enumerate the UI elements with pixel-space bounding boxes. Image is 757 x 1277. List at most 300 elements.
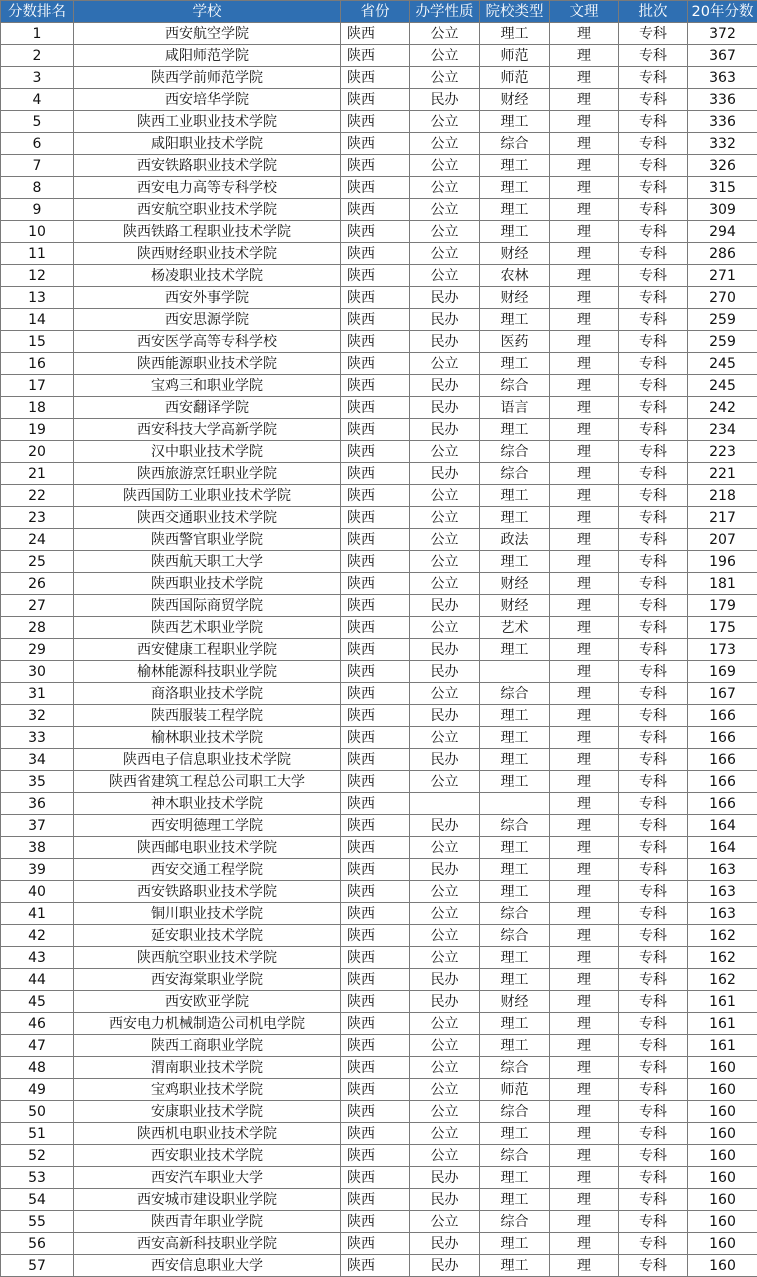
track-cell: 理 bbox=[550, 969, 619, 991]
table-row bbox=[1, 221, 757, 243]
rank-cell: 36 bbox=[1, 793, 74, 815]
ownership-cell: 民办 bbox=[410, 991, 480, 1013]
header-province: 省份 bbox=[341, 1, 410, 23]
batch-cell: 专科 bbox=[619, 903, 688, 925]
school-cell: 渭南职业技术学院 bbox=[74, 1057, 341, 1079]
table-row bbox=[1, 639, 757, 661]
track-cell: 理 bbox=[550, 309, 619, 331]
table-row bbox=[1, 1079, 757, 1101]
school-cell: 陕西省建筑工程总公司职工大学 bbox=[74, 771, 341, 793]
batch-cell: 专科 bbox=[619, 221, 688, 243]
track-cell: 理 bbox=[550, 1079, 619, 1101]
batch-cell: 专科 bbox=[619, 1211, 688, 1233]
type-cell: 理工 bbox=[480, 771, 550, 793]
province-cell: 陕西 bbox=[341, 133, 410, 155]
rank-cell: 20 bbox=[1, 441, 74, 463]
score-cell: 160 bbox=[688, 1211, 757, 1233]
batch-cell: 专科 bbox=[619, 133, 688, 155]
track-cell: 理 bbox=[550, 529, 619, 551]
type-cell: 理工 bbox=[480, 23, 550, 45]
batch-cell: 专科 bbox=[619, 617, 688, 639]
rank-cell: 24 bbox=[1, 529, 74, 551]
table-row bbox=[1, 309, 757, 331]
ownership-cell: 民办 bbox=[410, 661, 480, 683]
ownership-cell: 公立 bbox=[410, 1145, 480, 1167]
score-cell: 160 bbox=[688, 1167, 757, 1189]
school-cell: 西安明德理工学院 bbox=[74, 815, 341, 837]
track-cell: 理 bbox=[550, 837, 619, 859]
school-cell: 西安健康工程职业学院 bbox=[74, 639, 341, 661]
rank-cell: 55 bbox=[1, 1211, 74, 1233]
school-cell: 西安高新科技职业学院 bbox=[74, 1233, 341, 1255]
province-cell: 陕西 bbox=[341, 287, 410, 309]
rank-cell: 14 bbox=[1, 309, 74, 331]
score-cell: 164 bbox=[688, 837, 757, 859]
school-cell: 西安汽车职业大学 bbox=[74, 1167, 341, 1189]
score-cell: 336 bbox=[688, 111, 757, 133]
rank-cell: 29 bbox=[1, 639, 74, 661]
rank-cell: 39 bbox=[1, 859, 74, 881]
table-row bbox=[1, 947, 757, 969]
school-cell: 宝鸡职业技术学院 bbox=[74, 1079, 341, 1101]
type-cell bbox=[480, 661, 550, 683]
batch-cell: 专科 bbox=[619, 375, 688, 397]
type-cell: 理工 bbox=[480, 1035, 550, 1057]
score-cell: 286 bbox=[688, 243, 757, 265]
track-cell: 理 bbox=[550, 507, 619, 529]
ownership-cell: 公立 bbox=[410, 177, 480, 199]
ownership-cell: 公立 bbox=[410, 617, 480, 639]
type-cell: 综合 bbox=[480, 1211, 550, 1233]
table-row bbox=[1, 67, 757, 89]
ownership-cell: 民办 bbox=[410, 969, 480, 991]
track-cell: 理 bbox=[550, 1035, 619, 1057]
province-cell: 陕西 bbox=[341, 595, 410, 617]
rank-cell: 44 bbox=[1, 969, 74, 991]
rank-cell: 1 bbox=[1, 23, 74, 45]
batch-cell: 专科 bbox=[619, 1145, 688, 1167]
rank-cell: 22 bbox=[1, 485, 74, 507]
ownership-cell: 民办 bbox=[410, 463, 480, 485]
type-cell: 理工 bbox=[480, 199, 550, 221]
ownership-cell bbox=[410, 793, 480, 815]
school-cell: 陕西工商职业学院 bbox=[74, 1035, 341, 1057]
score-cell: 270 bbox=[688, 287, 757, 309]
rank-cell: 57 bbox=[1, 1255, 74, 1277]
ownership-cell: 公立 bbox=[410, 903, 480, 925]
ownership-cell: 公立 bbox=[410, 881, 480, 903]
ownership-cell: 民办 bbox=[410, 639, 480, 661]
batch-cell: 专科 bbox=[619, 639, 688, 661]
type-cell: 财经 bbox=[480, 991, 550, 1013]
rank-cell: 31 bbox=[1, 683, 74, 705]
score-cell: 326 bbox=[688, 155, 757, 177]
batch-cell: 专科 bbox=[619, 661, 688, 683]
ownership-cell: 公立 bbox=[410, 199, 480, 221]
track-cell: 理 bbox=[550, 485, 619, 507]
track-cell: 理 bbox=[550, 45, 619, 67]
province-cell: 陕西 bbox=[341, 45, 410, 67]
type-cell: 理工 bbox=[480, 969, 550, 991]
score-cell: 218 bbox=[688, 485, 757, 507]
rank-cell: 56 bbox=[1, 1233, 74, 1255]
ownership-cell: 公立 bbox=[410, 683, 480, 705]
province-cell: 陕西 bbox=[341, 1013, 410, 1035]
rank-cell: 43 bbox=[1, 947, 74, 969]
ownership-cell: 民办 bbox=[410, 419, 480, 441]
track-cell: 理 bbox=[550, 573, 619, 595]
track-cell: 理 bbox=[550, 243, 619, 265]
province-cell: 陕西 bbox=[341, 155, 410, 177]
rank-cell: 38 bbox=[1, 837, 74, 859]
table-row bbox=[1, 177, 757, 199]
track-cell: 理 bbox=[550, 925, 619, 947]
ownership-cell: 公立 bbox=[410, 771, 480, 793]
table-row bbox=[1, 749, 757, 771]
school-cell: 咸阳师范学院 bbox=[74, 45, 341, 67]
score-cell: 196 bbox=[688, 551, 757, 573]
track-cell: 理 bbox=[550, 441, 619, 463]
score-cell: 271 bbox=[688, 265, 757, 287]
type-cell: 理工 bbox=[480, 1167, 550, 1189]
table-row bbox=[1, 1035, 757, 1057]
table-row bbox=[1, 89, 757, 111]
type-cell: 综合 bbox=[480, 441, 550, 463]
score-cell: 161 bbox=[688, 1013, 757, 1035]
type-cell: 理工 bbox=[480, 177, 550, 199]
track-cell: 理 bbox=[550, 551, 619, 573]
batch-cell: 专科 bbox=[619, 771, 688, 793]
type-cell: 理工 bbox=[480, 309, 550, 331]
school-cell: 陕西艺术职业学院 bbox=[74, 617, 341, 639]
province-cell: 陕西 bbox=[341, 1079, 410, 1101]
track-cell: 理 bbox=[550, 727, 619, 749]
ownership-cell: 公立 bbox=[410, 111, 480, 133]
province-cell: 陕西 bbox=[341, 397, 410, 419]
score-cell: 315 bbox=[688, 177, 757, 199]
school-cell: 安康职业技术学院 bbox=[74, 1101, 341, 1123]
table-row bbox=[1, 397, 757, 419]
table-row bbox=[1, 133, 757, 155]
header-row bbox=[1, 1, 757, 23]
track-cell: 理 bbox=[550, 1057, 619, 1079]
batch-cell: 专科 bbox=[619, 243, 688, 265]
rank-cell: 37 bbox=[1, 815, 74, 837]
province-cell: 陕西 bbox=[341, 265, 410, 287]
score-cell: 164 bbox=[688, 815, 757, 837]
track-cell: 理 bbox=[550, 1101, 619, 1123]
table-row bbox=[1, 1013, 757, 1035]
school-cell: 陕西国际商贸学院 bbox=[74, 595, 341, 617]
school-cell: 陕西工业职业技术学院 bbox=[74, 111, 341, 133]
ownership-cell: 公立 bbox=[410, 727, 480, 749]
rank-cell: 45 bbox=[1, 991, 74, 1013]
table-row bbox=[1, 1211, 757, 1233]
table-row bbox=[1, 375, 757, 397]
province-cell: 陕西 bbox=[341, 727, 410, 749]
score-cell: 367 bbox=[688, 45, 757, 67]
school-cell: 西安航空学院 bbox=[74, 23, 341, 45]
ownership-cell: 民办 bbox=[410, 595, 480, 617]
batch-cell: 专科 bbox=[619, 815, 688, 837]
type-cell: 财经 bbox=[480, 595, 550, 617]
track-cell: 理 bbox=[550, 595, 619, 617]
type-cell: 理工 bbox=[480, 705, 550, 727]
type-cell: 综合 bbox=[480, 815, 550, 837]
province-cell: 陕西 bbox=[341, 1255, 410, 1277]
type-cell: 政法 bbox=[480, 529, 550, 551]
score-cell: 162 bbox=[688, 969, 757, 991]
table-row bbox=[1, 573, 757, 595]
ownership-cell: 公立 bbox=[410, 441, 480, 463]
rank-cell: 46 bbox=[1, 1013, 74, 1035]
table-row bbox=[1, 23, 757, 45]
rank-cell: 49 bbox=[1, 1079, 74, 1101]
batch-cell: 专科 bbox=[619, 1101, 688, 1123]
score-cell: 179 bbox=[688, 595, 757, 617]
school-cell: 西安航空职业技术学院 bbox=[74, 199, 341, 221]
type-cell: 综合 bbox=[480, 683, 550, 705]
batch-cell: 专科 bbox=[619, 89, 688, 111]
type-cell: 综合 bbox=[480, 1145, 550, 1167]
table-row bbox=[1, 859, 757, 881]
type-cell: 理工 bbox=[480, 749, 550, 771]
ownership-cell: 公立 bbox=[410, 485, 480, 507]
school-cell: 西安医学高等专科学校 bbox=[74, 331, 341, 353]
type-cell: 理工 bbox=[480, 419, 550, 441]
table-body bbox=[1, 23, 757, 1277]
province-cell: 陕西 bbox=[341, 749, 410, 771]
school-cell: 陕西职业技术学院 bbox=[74, 573, 341, 595]
ownership-cell: 公立 bbox=[410, 265, 480, 287]
province-cell: 陕西 bbox=[341, 1189, 410, 1211]
ownership-cell: 公立 bbox=[410, 353, 480, 375]
score-cell: 259 bbox=[688, 331, 757, 353]
header-batch: 批次 bbox=[619, 1, 688, 23]
rank-cell: 51 bbox=[1, 1123, 74, 1145]
table-row bbox=[1, 661, 757, 683]
rank-cell: 21 bbox=[1, 463, 74, 485]
track-cell: 理 bbox=[550, 1145, 619, 1167]
province-cell: 陕西 bbox=[341, 815, 410, 837]
type-cell: 理工 bbox=[480, 947, 550, 969]
rank-cell: 40 bbox=[1, 881, 74, 903]
type-cell: 财经 bbox=[480, 243, 550, 265]
school-cell: 商洛职业技术学院 bbox=[74, 683, 341, 705]
school-cell: 西安电力高等专科学校 bbox=[74, 177, 341, 199]
school-cell: 宝鸡三和职业学院 bbox=[74, 375, 341, 397]
type-cell: 财经 bbox=[480, 287, 550, 309]
type-cell: 理工 bbox=[480, 639, 550, 661]
table-row bbox=[1, 551, 757, 573]
table-row bbox=[1, 1057, 757, 1079]
table-row bbox=[1, 705, 757, 727]
track-cell: 理 bbox=[550, 705, 619, 727]
score-cell: 160 bbox=[688, 1101, 757, 1123]
province-cell: 陕西 bbox=[341, 441, 410, 463]
batch-cell: 专科 bbox=[619, 991, 688, 1013]
score-cell: 161 bbox=[688, 991, 757, 1013]
score-cell: 163 bbox=[688, 881, 757, 903]
rank-cell: 16 bbox=[1, 353, 74, 375]
province-cell: 陕西 bbox=[341, 1211, 410, 1233]
ownership-cell: 民办 bbox=[410, 705, 480, 727]
rank-cell: 48 bbox=[1, 1057, 74, 1079]
rank-cell: 47 bbox=[1, 1035, 74, 1057]
province-cell: 陕西 bbox=[341, 1123, 410, 1145]
track-cell: 理 bbox=[550, 287, 619, 309]
table-row bbox=[1, 485, 757, 507]
rank-cell: 5 bbox=[1, 111, 74, 133]
track-cell: 理 bbox=[550, 1255, 619, 1277]
rank-cell: 53 bbox=[1, 1167, 74, 1189]
score-cell: 160 bbox=[688, 1079, 757, 1101]
table-row bbox=[1, 45, 757, 67]
ownership-cell: 公立 bbox=[410, 925, 480, 947]
school-cell: 陕西航空职业技术学院 bbox=[74, 947, 341, 969]
track-cell: 理 bbox=[550, 221, 619, 243]
province-cell: 陕西 bbox=[341, 903, 410, 925]
track-cell: 理 bbox=[550, 771, 619, 793]
ownership-cell: 民办 bbox=[410, 375, 480, 397]
rank-cell: 7 bbox=[1, 155, 74, 177]
province-cell: 陕西 bbox=[341, 331, 410, 353]
batch-cell: 专科 bbox=[619, 309, 688, 331]
table-row bbox=[1, 595, 757, 617]
table-row bbox=[1, 969, 757, 991]
table-row bbox=[1, 265, 757, 287]
score-cell: 221 bbox=[688, 463, 757, 485]
rank-cell: 41 bbox=[1, 903, 74, 925]
batch-cell: 专科 bbox=[619, 199, 688, 221]
school-cell: 西安信息职业大学 bbox=[74, 1255, 341, 1277]
school-cell: 铜川职业技术学院 bbox=[74, 903, 341, 925]
rank-cell: 6 bbox=[1, 133, 74, 155]
score-cell: 332 bbox=[688, 133, 757, 155]
score-cell: 166 bbox=[688, 727, 757, 749]
type-cell: 医药 bbox=[480, 331, 550, 353]
track-cell: 理 bbox=[550, 947, 619, 969]
type-cell: 理工 bbox=[480, 1013, 550, 1035]
school-cell: 陕西学前师范学院 bbox=[74, 67, 341, 89]
track-cell: 理 bbox=[550, 463, 619, 485]
batch-cell: 专科 bbox=[619, 1233, 688, 1255]
batch-cell: 专科 bbox=[619, 749, 688, 771]
type-cell: 农林 bbox=[480, 265, 550, 287]
batch-cell: 专科 bbox=[619, 331, 688, 353]
track-cell: 理 bbox=[550, 815, 619, 837]
type-cell: 理工 bbox=[480, 1189, 550, 1211]
school-cell: 陕西旅游烹饪职业学院 bbox=[74, 463, 341, 485]
school-cell: 陕西机电职业技术学院 bbox=[74, 1123, 341, 1145]
track-cell: 理 bbox=[550, 749, 619, 771]
batch-cell: 专科 bbox=[619, 353, 688, 375]
type-cell: 理工 bbox=[480, 1255, 550, 1277]
score-cell: 245 bbox=[688, 375, 757, 397]
school-cell: 陕西国防工业职业技术学院 bbox=[74, 485, 341, 507]
track-cell: 理 bbox=[550, 397, 619, 419]
batch-cell: 专科 bbox=[619, 23, 688, 45]
ownership-cell: 民办 bbox=[410, 1167, 480, 1189]
batch-cell: 专科 bbox=[619, 485, 688, 507]
type-cell: 综合 bbox=[480, 463, 550, 485]
province-cell: 陕西 bbox=[341, 1057, 410, 1079]
rank-cell: 28 bbox=[1, 617, 74, 639]
track-cell: 理 bbox=[550, 1123, 619, 1145]
school-cell: 咸阳职业技术学院 bbox=[74, 133, 341, 155]
track-cell: 理 bbox=[550, 155, 619, 177]
rank-cell: 52 bbox=[1, 1145, 74, 1167]
score-cell: 242 bbox=[688, 397, 757, 419]
score-cell: 161 bbox=[688, 1035, 757, 1057]
type-cell: 理工 bbox=[480, 859, 550, 881]
track-cell: 理 bbox=[550, 1013, 619, 1035]
track-cell: 理 bbox=[550, 793, 619, 815]
score-cell: 160 bbox=[688, 1233, 757, 1255]
track-cell: 理 bbox=[550, 265, 619, 287]
table-row bbox=[1, 1145, 757, 1167]
province-cell: 陕西 bbox=[341, 1167, 410, 1189]
table-row bbox=[1, 199, 757, 221]
table-row bbox=[1, 991, 757, 1013]
track-cell: 理 bbox=[550, 133, 619, 155]
province-cell: 陕西 bbox=[341, 529, 410, 551]
rank-cell: 17 bbox=[1, 375, 74, 397]
table-row bbox=[1, 1101, 757, 1123]
type-cell: 综合 bbox=[480, 925, 550, 947]
batch-cell: 专科 bbox=[619, 925, 688, 947]
ownership-cell: 公立 bbox=[410, 1035, 480, 1057]
batch-cell: 专科 bbox=[619, 507, 688, 529]
table-row bbox=[1, 815, 757, 837]
table-row bbox=[1, 331, 757, 353]
track-cell: 理 bbox=[550, 67, 619, 89]
rank-cell: 30 bbox=[1, 661, 74, 683]
ownership-cell: 民办 bbox=[410, 1233, 480, 1255]
province-cell: 陕西 bbox=[341, 881, 410, 903]
ownership-cell: 民办 bbox=[410, 859, 480, 881]
ownership-cell: 公立 bbox=[410, 67, 480, 89]
province-cell: 陕西 bbox=[341, 837, 410, 859]
ownership-cell: 公立 bbox=[410, 837, 480, 859]
school-cell: 陕西电子信息职业技术学院 bbox=[74, 749, 341, 771]
batch-cell: 专科 bbox=[619, 419, 688, 441]
ownership-cell: 公立 bbox=[410, 573, 480, 595]
batch-cell: 专科 bbox=[619, 155, 688, 177]
table-row bbox=[1, 881, 757, 903]
type-cell: 综合 bbox=[480, 1057, 550, 1079]
track-cell: 理 bbox=[550, 1211, 619, 1233]
ownership-cell: 民办 bbox=[410, 1255, 480, 1277]
ownership-cell: 公立 bbox=[410, 133, 480, 155]
type-cell: 艺术 bbox=[480, 617, 550, 639]
type-cell: 财经 bbox=[480, 573, 550, 595]
batch-cell: 专科 bbox=[619, 177, 688, 199]
batch-cell: 专科 bbox=[619, 1035, 688, 1057]
table-row bbox=[1, 111, 757, 133]
header-school-type: 院校类型 bbox=[480, 1, 550, 23]
type-cell: 师范 bbox=[480, 1079, 550, 1101]
school-cell: 西安交通工程学院 bbox=[74, 859, 341, 881]
school-cell: 陕西财经职业技术学院 bbox=[74, 243, 341, 265]
table-row bbox=[1, 155, 757, 177]
rank-cell: 15 bbox=[1, 331, 74, 353]
table-row bbox=[1, 727, 757, 749]
province-cell: 陕西 bbox=[341, 1233, 410, 1255]
type-cell: 理工 bbox=[480, 111, 550, 133]
province-cell: 陕西 bbox=[341, 1101, 410, 1123]
school-cell: 陕西青年职业学院 bbox=[74, 1211, 341, 1233]
